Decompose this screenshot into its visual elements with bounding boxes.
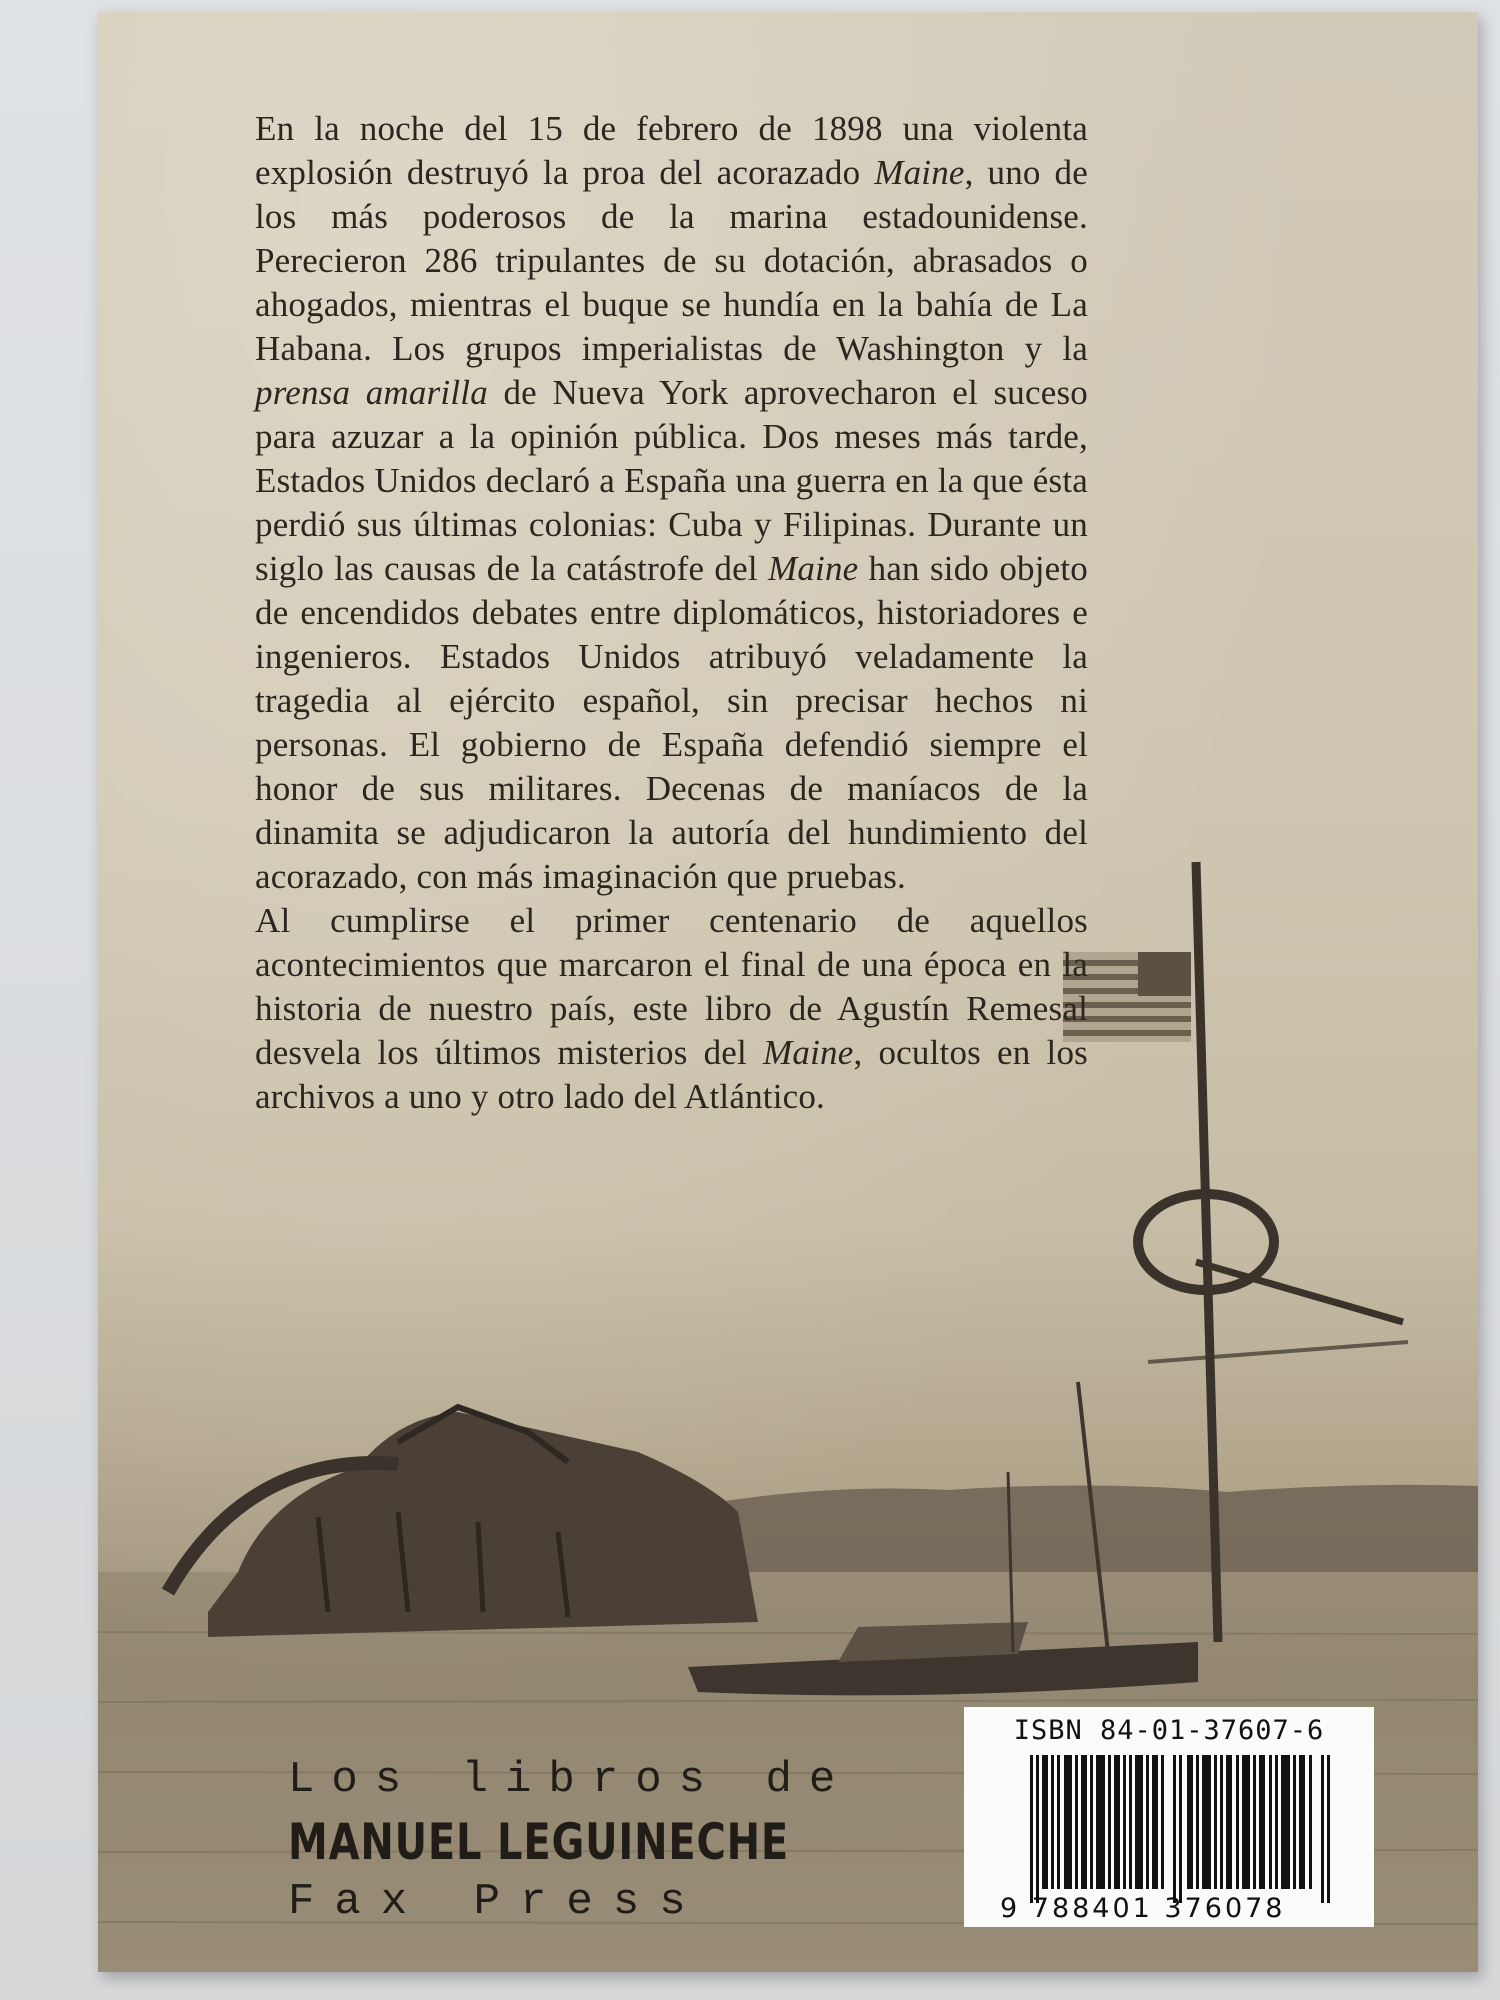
blurb-text: , ocultos en los archivos a uno y otro lado del Atlántico. — [255, 1033, 1089, 1116]
series-logo — [288, 1754, 853, 1928]
ean-number: 9 788401 376078 — [1000, 1893, 1286, 1924]
blurb-text: En la noche del 15 de febrero de 1898 una violenta explosión destruyó la proa del acorazado — [255, 109, 1088, 192]
blurb-text: han sido objeto de encendidos debates entre diplomáticos, historiadores e ingenieros. Estados Unidos atribuyó veladamente la tragedia al ejército español, sin precisar hechos ni personas. El gobierno de España defendió siempre el honor de sus militares. Decenas de maníacos de la dinamita se adjudicaron la autoría del hundimiento del acorazado, con más imaginación que pruebas. — [255, 549, 1088, 896]
ship-name-italic: Maine — [874, 153, 965, 192]
blurb-text: , uno de los más poderosos de la marina estadounidense. Perecieron 286 tripulantes de su dotación, abrasados o ahogados, mientras el buque se hundía en la bahía de La Habana. Los grupos imperialistas de Washington y la — [255, 153, 1088, 368]
cover-blurb — [255, 107, 1088, 1119]
blurb-paragraph-2 — [255, 899, 1088, 1119]
isbn-number: ISBN 84-01-37607-6 — [1013, 1715, 1325, 1746]
yellow-press-italic: prensa amarilla — [255, 373, 488, 412]
barcode-icon — [1030, 1755, 1330, 1903]
ship-name-italic: Maine — [763, 1033, 854, 1072]
blurb-text: Al cumplirse el primer centenario de aquellos acontecimientos que marcaron el final de una época en la historia de nuestro país, este libro de Agustín Remesal desvela los últimos misterios del — [255, 901, 1088, 1072]
book-back-cover — [98, 12, 1478, 1972]
blurb-text: de Nueva York aprovecharon el suceso para azuzar a la opinión pública. Dos meses más tarde, Estados Unidos declaró a España una guerra en la que ésta perdió sus últimas colonias: Cuba y Filipinas. Durante un siglo las causas de la catástrofe del — [255, 373, 1088, 588]
series-author: MANUEL LEGUINECHE — [288, 1813, 790, 1871]
isbn-barcode-label — [964, 1707, 1374, 1927]
ship-name-italic: Maine — [768, 549, 859, 588]
blurb-paragraph-1 — [255, 107, 1088, 899]
publisher-name: Fax Press — [288, 1877, 706, 1927]
series-label: Los libros de — [288, 1755, 853, 1805]
